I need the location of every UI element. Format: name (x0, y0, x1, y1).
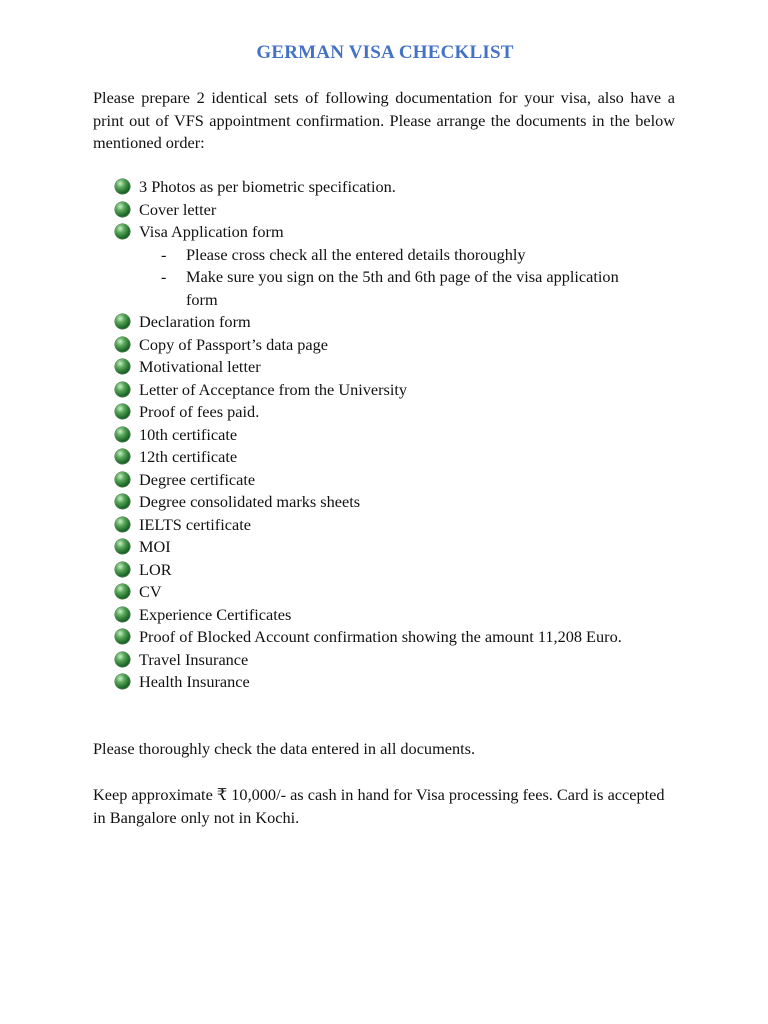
checklist-item (0, 446, 659, 469)
checklist-item-label: Health Insurance (139, 672, 250, 691)
intro-paragraph: Please prepare 2 identical sets of following documentation for your visa, also have a print out of VFS appointment confirmation. Please arrange the documents in the below mentioned order: (93, 88, 675, 152)
cash-note: Keep approximate ₹ 10,000/- as cash in hand for Visa processing fees. Card is accepted in Bangalore only not in Kochi. (93, 785, 665, 827)
checklist-item-label: Declaration form (139, 312, 251, 331)
green-bullet-icon (115, 472, 130, 487)
checklist-item (0, 604, 659, 627)
checklist-item (0, 176, 659, 199)
green-bullet-icon (115, 224, 130, 239)
visa-form-note (139, 266, 626, 311)
green-bullet-icon (115, 404, 130, 419)
checklist-item (0, 469, 659, 492)
checklist-item (0, 536, 659, 559)
checklist-item (0, 649, 659, 672)
green-bullet-icon (115, 449, 130, 464)
checklist-item-label: Degree certificate (139, 469, 256, 489)
checklist-item (0, 401, 659, 424)
green-bullet-icon (115, 382, 130, 397)
document-title: GERMAN VISA CHECKLIST (256, 42, 514, 63)
checklist-item (0, 199, 659, 222)
checklist-item-label: IELTS certificate (139, 514, 251, 534)
checklist-item-label: 10th certificate (139, 424, 238, 444)
checklist-item (0, 671, 659, 694)
green-bullet-icon (115, 427, 130, 442)
green-bullet-icon (115, 517, 130, 532)
checklist-item-label: 12th certificate (139, 447, 238, 466)
green-bullet-icon (115, 202, 130, 217)
green-bullet-icon (115, 674, 130, 689)
checklist-item-label: Visa Application form (139, 222, 284, 241)
checklist-item-label: MOI (139, 537, 171, 556)
checklist (0, 176, 768, 694)
green-bullet-icon (115, 629, 130, 644)
checklist-item (0, 334, 659, 357)
green-bullet-icon (115, 652, 130, 667)
checklist-item-label: Travel Insurance (139, 649, 249, 669)
green-bullet-icon (115, 314, 130, 329)
green-bullet-icon (115, 562, 130, 577)
checklist-item (0, 221, 659, 311)
checklist-item-label: Cover letter (139, 199, 217, 219)
checklist-item (0, 514, 659, 537)
green-bullet-icon (115, 584, 130, 599)
checklist-item-label: Copy of Passport’s data page (139, 334, 329, 354)
checklist-item (0, 491, 659, 514)
green-bullet-icon (115, 539, 130, 554)
visa-form-note (139, 244, 626, 267)
checklist-item-label: 3 Photos as per biometric specification. (139, 177, 396, 196)
green-bullet-icon (115, 359, 130, 374)
checklist-item-label: Proof of Blocked Account confirmation showing the amount 11,208 Euro. (139, 627, 622, 646)
dash-marker: - (161, 244, 167, 264)
green-bullet-icon (115, 607, 130, 622)
check-data-note: Please thoroughly check the data entered in all documents. (93, 739, 476, 758)
checklist-item (0, 581, 659, 604)
visa-form-note-text: Make sure you sign on the 5th and 6th page of the visa application form (186, 267, 619, 309)
checklist-item (0, 356, 659, 379)
checklist-item-label: Letter of Acceptance from the University (139, 379, 408, 399)
checklist-item (0, 424, 659, 447)
green-bullet-icon (115, 494, 130, 509)
checklist-item (0, 559, 659, 582)
checklist-item-label: Proof of fees paid. (139, 402, 260, 421)
visa-form-notes (139, 244, 659, 312)
dash-marker: - (161, 267, 167, 286)
checklist-item-label: Motivational letter (139, 357, 261, 376)
checklist-item-label: Degree consolidated marks sheets (139, 492, 361, 511)
green-bullet-icon (115, 179, 130, 194)
checklist-item-label: Experience Certificates (139, 604, 292, 624)
checklist-item (0, 379, 659, 402)
checklist-item (0, 311, 659, 334)
checklist-item-label: LOR (139, 559, 172, 579)
green-bullet-icon (115, 337, 130, 352)
checklist-item-label: CV (139, 582, 162, 601)
checklist-item (0, 626, 659, 649)
visa-form-note-text: Please cross check all the entered details thoroughly (186, 244, 526, 264)
